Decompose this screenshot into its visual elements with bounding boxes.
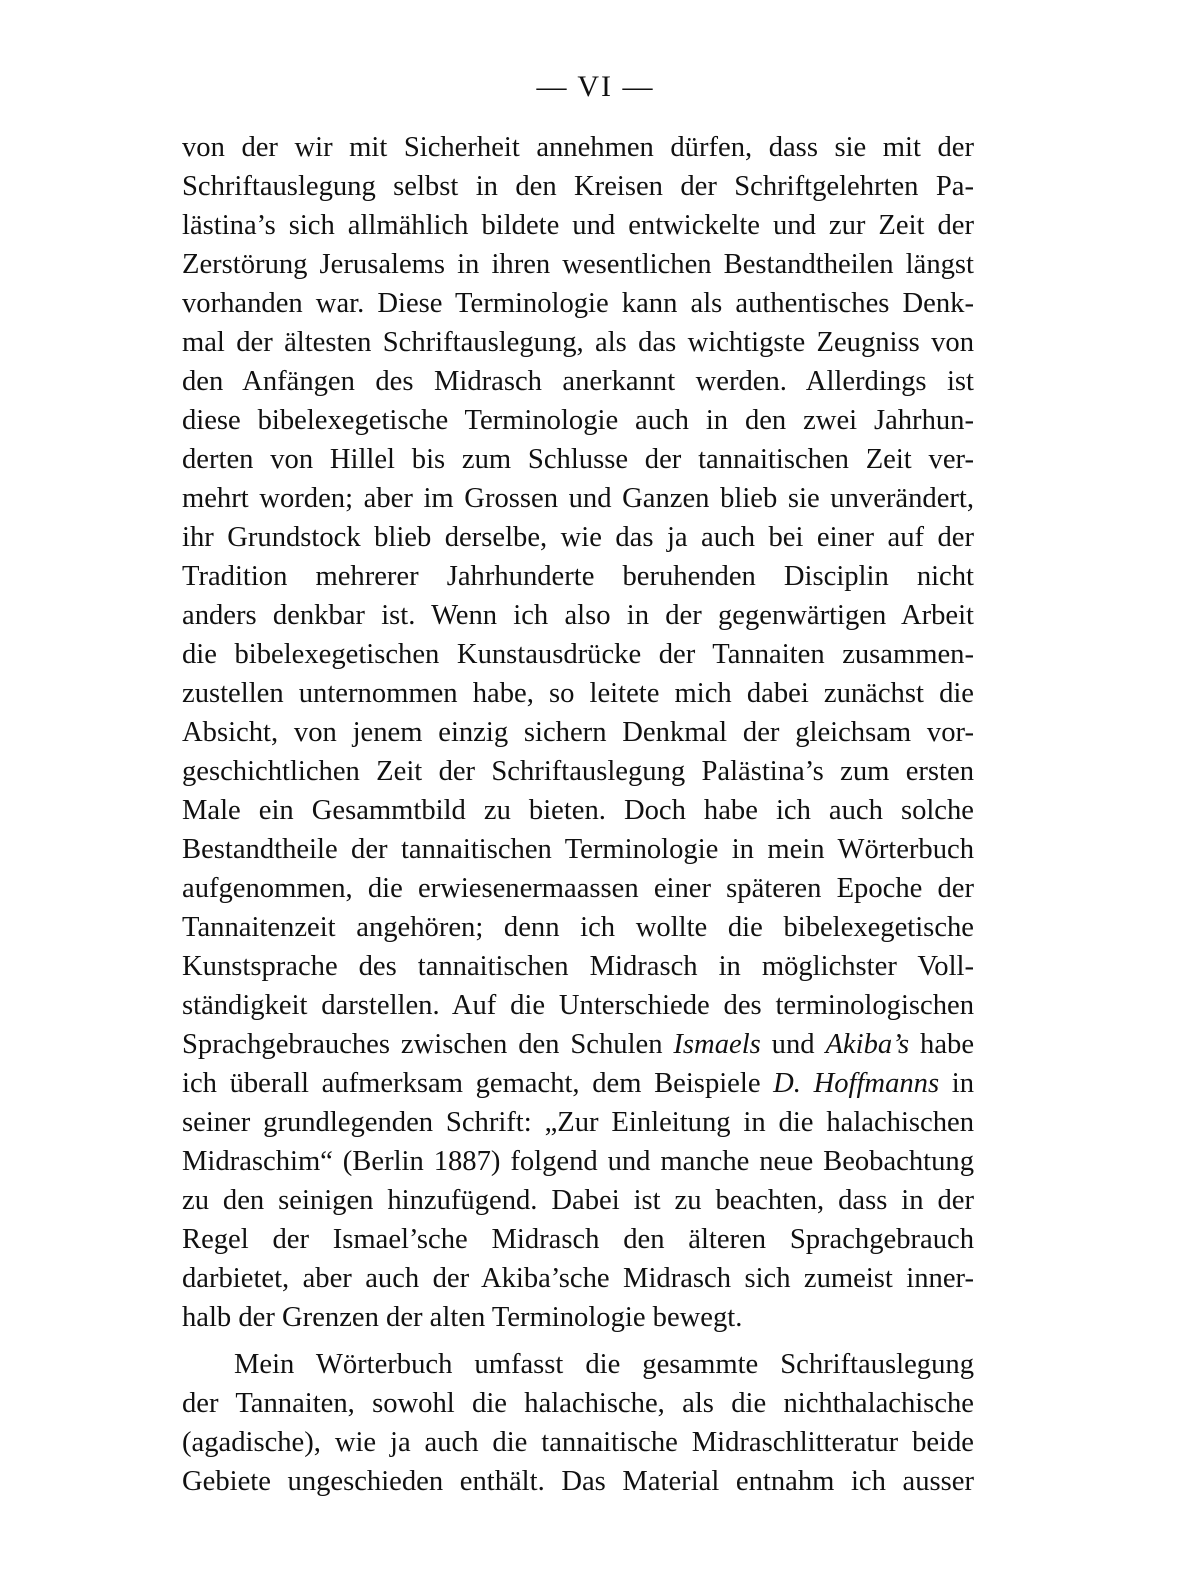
text-line-paragraph-start: Mein Wörterbuch umfasst die gesammte Schriftauslegung <box>234 1349 974 1380</box>
text-line-hoffmann <box>182 1064 974 1103</box>
text-line: mal der ältesten Schriftauslegung, als das wichtigste Zeugniss von <box>182 327 974 358</box>
text-line: derten von Hillel bis zum Schlusse der tannaitischen Zeit ver- <box>182 444 974 475</box>
text-line: geschichtlichen Zeit der Schriftauslegung Palästina’s zum ersten <box>182 756 974 787</box>
text-line: aufgenommen, die erwiesenermaassen einer späteren Epoche der <box>182 873 974 904</box>
text-line: seiner grundlegenden Schrift: „Zur Einleitung in die halachischen <box>182 1107 974 1138</box>
text-line: der Tannaiten, sowohl die halachische, als die nichthalachische <box>182 1388 974 1419</box>
text-line: zu den seinigen hinzufügend. Dabei ist zu beachten, dass in der <box>182 1185 974 1216</box>
text-line-paragraph-end: halb der Grenzen der alten Terminologie bewegt. <box>182 1302 743 1333</box>
text-line: vorhanden war. Diese Terminologie kann als authentisches Denk- <box>182 288 974 319</box>
text-span: Sprachgebrauches zwischen den Schulen <box>182 1029 674 1060</box>
italic-name-hoffmann: D. Hoffmanns <box>773 1068 940 1099</box>
italic-name-ismaels: Ismaels <box>673 1029 761 1060</box>
text-line: darbietet, aber auch der Akiba’sche Midrasch sich zumeist inner- <box>182 1263 974 1294</box>
text-span: in <box>939 1068 974 1099</box>
text-line: den Anfängen des Midrasch anerkannt werden. Allerdings ist <box>182 366 974 397</box>
text-line: Gebiete ungeschieden enthält. Das Material entnahm ich ausser <box>182 1466 974 1497</box>
text-line: Tannaitenzeit angehören; denn ich wollte die bibelexegetische <box>182 912 974 943</box>
page-number: — VI — <box>536 70 655 103</box>
text-line: Regel der Ismael’sche Midrasch den älteren Sprachgebrauch <box>182 1224 974 1255</box>
text-line: die bibelexegetischen Kunstausdrücke der Tannaiten zusammen- <box>182 639 974 670</box>
text-line: anders denkbar ist. Wenn ich also in der gegenwärtigen Arbeit <box>182 600 974 631</box>
text-line: Male ein Gesammtbild zu bieten. Doch habe ich auch solche <box>182 795 974 826</box>
text-span: und <box>760 1029 826 1060</box>
text-line: lästina’s sich allmählich bildete und entwickelte und zur Zeit der <box>182 210 974 241</box>
text-line-italic-names <box>182 1025 974 1064</box>
text-line: ständigkeit darstellen. Auf die Unterschiede des terminologischen <box>182 990 974 1021</box>
text-line: (agadische), wie ja auch die tannaitische Midraschlitteratur beide <box>182 1427 974 1458</box>
text-line: diese bibelexegetische Terminologie auch in den zwei Jahrhun- <box>182 405 974 436</box>
body-text <box>182 128 974 1501</box>
text-line: Tradition mehrerer Jahrhunderte beruhenden Disciplin nicht <box>182 561 974 592</box>
text-line: von der wir mit Sicherheit annehmen dürfen, dass sie mit der <box>182 132 974 163</box>
text-line: mehrt worden; aber im Grossen und Ganzen blieb sie unverändert, <box>182 483 974 514</box>
text-span: habe <box>909 1029 975 1060</box>
text-line: Kunstsprache des tannaitischen Midrasch in möglichster Voll- <box>182 951 974 982</box>
text-line: Absicht, von jenem einzig sichern Denkmal der gleichsam vor- <box>182 717 974 748</box>
text-line: Zerstörung Jerusalems in ihren wesentlichen Bestandtheilen längst <box>182 249 974 280</box>
text-line: Midraschim“ (Berlin 1887) folgend und manche neue Beobachtung <box>182 1146 974 1177</box>
text-line: zustellen unternommen habe, so leitete mich dabei zunächst die <box>182 678 974 709</box>
text-line: ihr Grundstock blieb derselbe, wie das ja auch bei einer auf der <box>182 522 974 553</box>
text-span: ich überall aufmerksam gemacht, dem Beispiele <box>182 1068 774 1099</box>
italic-name-akibas: Akiba’s <box>825 1029 910 1060</box>
text-line: Schriftauslegung selbst in den Kreisen der Schriftgelehrten Pa- <box>182 171 974 202</box>
text-line: Bestandtheile der tannaitischen Terminologie in mein Wörterbuch <box>182 834 974 865</box>
